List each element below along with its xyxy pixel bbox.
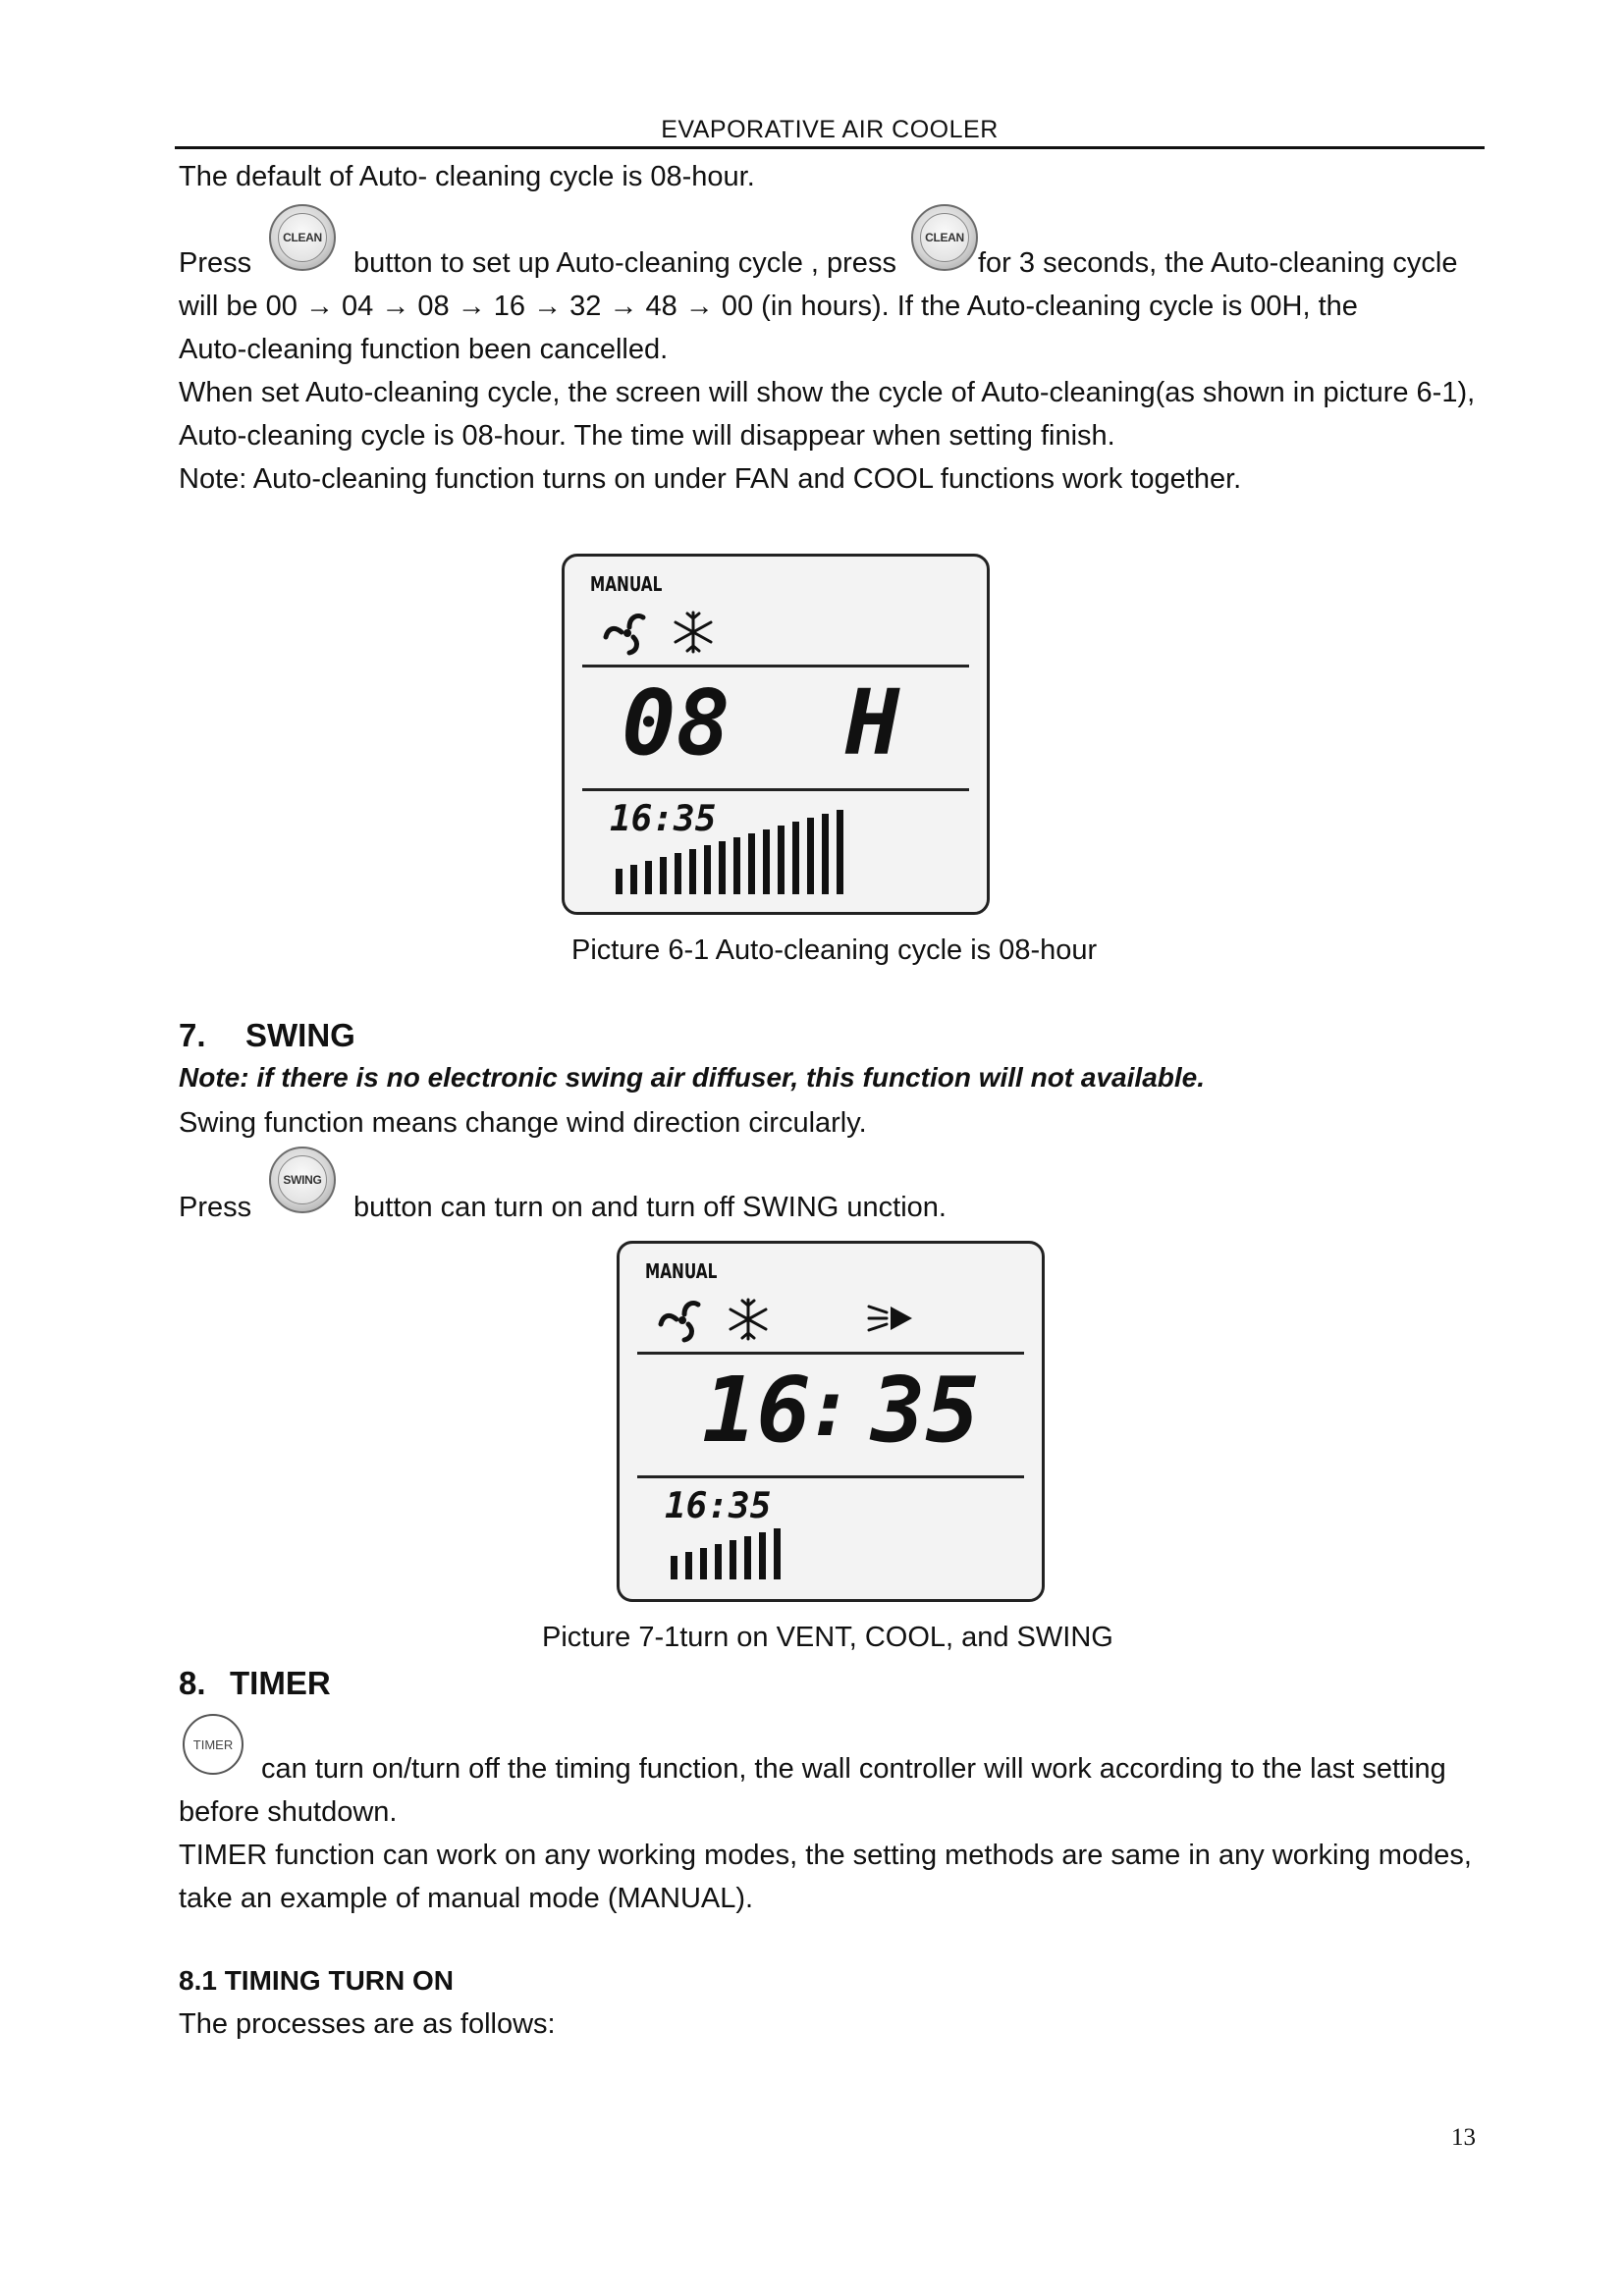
fan-speed-bar — [719, 841, 726, 894]
fan-speed-bar — [715, 1544, 722, 1579]
fan-speed-bar — [822, 814, 829, 894]
caption-picture-6-1: Picture 6-1 Auto-cleaning cycle is 08-hour — [571, 934, 1098, 966]
page-number: 13 — [1451, 2124, 1476, 2151]
fan-speed-bar — [675, 853, 681, 894]
fan-speed-bar — [774, 1528, 781, 1579]
fan-speed-bar — [730, 1540, 736, 1579]
clean-button-icon — [269, 204, 336, 271]
lcd-divider-top — [582, 665, 969, 667]
fan-speed-bar — [759, 1532, 766, 1579]
swing-button-label: SWING — [278, 1155, 327, 1204]
swing-louver-icon — [865, 1299, 918, 1338]
timer-desc-2: before shutdown. — [179, 1796, 398, 1828]
lcd2-divider-bottom — [637, 1475, 1024, 1478]
lcd2-minutes: 35 — [871, 1358, 980, 1463]
fan-icon — [600, 608, 659, 657]
snowflake-icon-2 — [726, 1297, 771, 1342]
lcd-clock: 16:35 — [610, 799, 717, 839]
when-set-text-2: Auto-cleaning cycle is 08-hour. The time will disappear when setting finish. — [179, 420, 1115, 452]
when-set-text: When set Auto-cleaning cycle, the screen will show the cycle of Auto-cleaning(as shown in picture 6-1), — [179, 377, 1476, 408]
section-7-title: SWING — [245, 1017, 355, 1053]
fan-speed-bar — [645, 861, 652, 894]
press-text-mid: button to set up Auto-cleaning cycle , press — [353, 247, 896, 279]
swing-description: Swing function means change wind direction circularly. — [179, 1107, 867, 1139]
default-cycle-text: The default of Auto- cleaning cycle is 08-hour. — [179, 161, 755, 192]
section-7-number: 7. — [179, 1017, 206, 1053]
fan-speed-bar — [763, 829, 770, 894]
timer-button-icon — [183, 1714, 244, 1775]
clean-button-label-2: CLEAN — [920, 213, 969, 262]
fan-speed-bar — [792, 822, 799, 894]
lcd2-fan-speed-bars — [671, 1528, 788, 1579]
timer-modes-2: take an example of manual mode (MANUAL). — [179, 1883, 754, 1914]
header-rule — [175, 146, 1485, 149]
fan-speed-bar — [704, 845, 711, 894]
caption-picture-7-1: Picture 7-1turn on VENT, COOL, and SWING — [542, 1622, 1113, 1653]
timer-modes-1: TIMER function can work on any working modes, the setting methods are same in any working modes, — [179, 1840, 1472, 1871]
timer-desc-1: can turn on/turn off the timing function, the wall controller will work according to the last setting — [261, 1753, 1446, 1785]
swing-press-label: Press — [179, 1192, 252, 1223]
fan-speed-bar — [616, 869, 623, 894]
running-header: EVAPORATIVE AIR COOLER — [661, 116, 999, 143]
fan-speed-bar — [744, 1536, 751, 1579]
lcd-display-picture-7-1 — [617, 1241, 1045, 1602]
fan-speed-bar — [733, 837, 740, 894]
lcd2-colon: : — [806, 1362, 854, 1454]
timer-button-label: TIMER — [192, 1736, 234, 1752]
section-8-number: 8. — [179, 1665, 206, 1701]
section-8-1-text: The processes are as follows: — [179, 2008, 556, 2040]
lcd-mode-label: MANUAL — [590, 572, 663, 596]
fan-speed-bar — [837, 810, 843, 894]
press-text-end: for 3 seconds, the Auto-cleaning cycle — [978, 247, 1458, 279]
lcd-fan-speed-bars — [616, 810, 851, 894]
fan-speed-bar — [807, 818, 814, 894]
fan-icon-2 — [655, 1295, 714, 1344]
fan-speed-bar — [671, 1556, 677, 1579]
section-8-title: TIMER — [230, 1665, 331, 1701]
snowflake-icon — [671, 610, 716, 655]
swing-button-icon — [269, 1147, 336, 1213]
fan-speed-bar — [689, 849, 696, 894]
swing-note: Note: if there is no electronic swing air diffuser, this function will not available. — [179, 1062, 1205, 1093]
cycle-sequence-text: will be 00 → 04 → 08 → 16 → 32 → 48 → 00 (in hours). If the Auto-cleaning cycle is 00H, the — [179, 291, 1358, 322]
lcd-hour-unit: H — [845, 670, 900, 775]
press-label: Press — [179, 247, 252, 279]
fan-speed-bar — [685, 1552, 692, 1579]
lcd-display-picture-6-1 — [562, 554, 990, 915]
fan-speed-bar — [660, 857, 667, 894]
lcd2-hours: 16 — [702, 1358, 811, 1463]
clean-button-label: CLEAN — [278, 213, 327, 262]
clean-button-icon-2 — [911, 204, 978, 271]
lcd2-mode-label: MANUAL — [645, 1259, 718, 1283]
cancelled-text: Auto-cleaning function been cancelled. — [179, 334, 669, 365]
lcd2-divider-top — [637, 1352, 1024, 1355]
lcd-divider-bottom — [582, 788, 969, 791]
section-8-1-title: 8.1 TIMING TURN ON — [179, 1965, 455, 1996]
fan-speed-bar — [778, 826, 785, 894]
lcd2-clock: 16:35 — [665, 1486, 772, 1526]
lcd-cycle-value: 08 — [622, 670, 731, 775]
fan-speed-bar — [700, 1548, 707, 1579]
swing-press-text: button can turn on and turn off SWING unction. — [353, 1192, 947, 1223]
fan-speed-bar — [748, 833, 755, 894]
fan-speed-bar — [630, 865, 637, 894]
auto-clean-note: Note: Auto-cleaning function turns on under FAN and COOL functions work together. — [179, 463, 1242, 495]
